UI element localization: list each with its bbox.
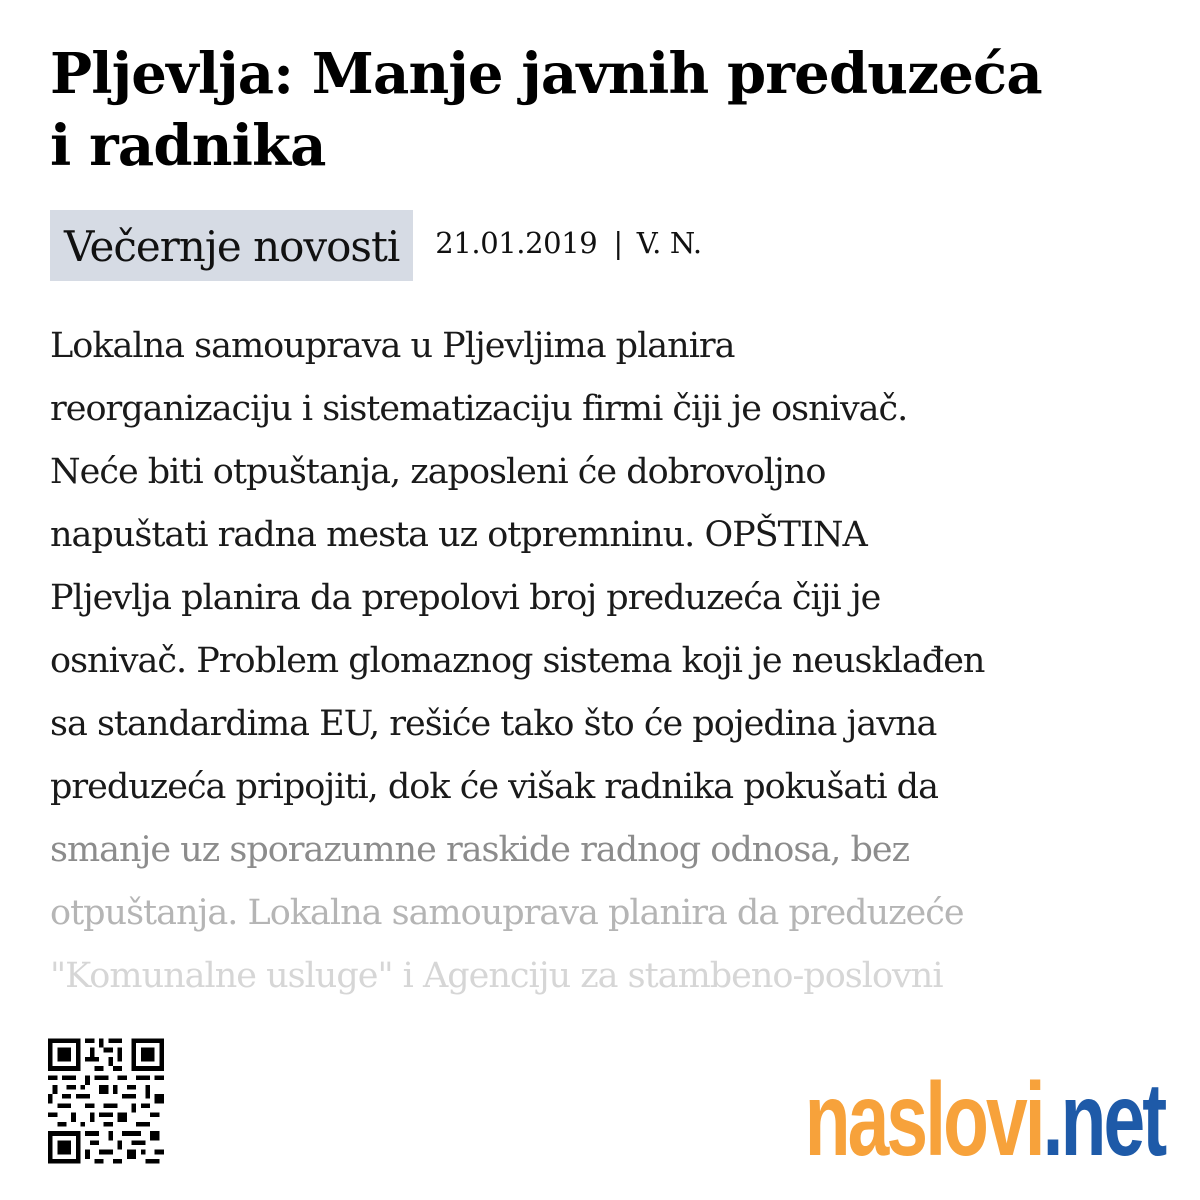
logo-tld-text: net: [1060, 1062, 1164, 1178]
body-line: osnivač. Problem glomaznog sistema koji je neusklađen: [50, 641, 985, 681]
article-title-line: Pljevlja: Manje javnih preduzeća: [50, 41, 1042, 107]
article-title: [50, 38, 1160, 182]
body-line: preduzeća pripojiti, dok će višak radnika pokušati da: [50, 767, 938, 807]
body-line: reorganizaciju i sistematizaciju firmi čiji je osnivač.: [50, 389, 908, 429]
body-line: Pljevlja planira da prepolovi broj preduzeća čiji je: [50, 578, 881, 618]
article: [50, 38, 1160, 1008]
body-line: otpuštanja. Lokalna samouprava planira da preduzeće: [50, 893, 964, 933]
article-body: [50, 315, 1160, 1008]
naslovi-logo[interactable]: [804, 1060, 1164, 1178]
body-line: sa standardima EU, rešiće tako što će pojedina javna: [50, 704, 937, 744]
byline-separator: |: [613, 226, 623, 260]
source-badge[interactable]: Večernje novosti: [50, 210, 413, 281]
body-line: napuštati radna mesta uz otpremninu. OPŠTINA: [50, 515, 867, 555]
article-date: 21.01.2019: [435, 226, 598, 260]
body-line: Neće biti otpuštanja, zaposleni će dobrovoljno: [50, 452, 826, 492]
article-meta: [50, 210, 1160, 281]
logo-main-text: naslovi: [804, 1062, 1043, 1178]
article-byline: [435, 226, 701, 260]
article-author: V. N.: [636, 226, 702, 260]
article-title-line: i radnika: [50, 113, 326, 179]
body-line: Lokalna samouprava u Pljevljima planira: [50, 326, 735, 366]
qr-code-icon[interactable]: [48, 1038, 164, 1164]
body-line: smanje uz sporazumne raskide radnog odnosa, bez: [50, 830, 910, 870]
logo-dot: .: [1042, 1062, 1061, 1178]
body-line: "Komunalne usluge" i Agenciju za stambeno-poslovni: [50, 956, 943, 996]
